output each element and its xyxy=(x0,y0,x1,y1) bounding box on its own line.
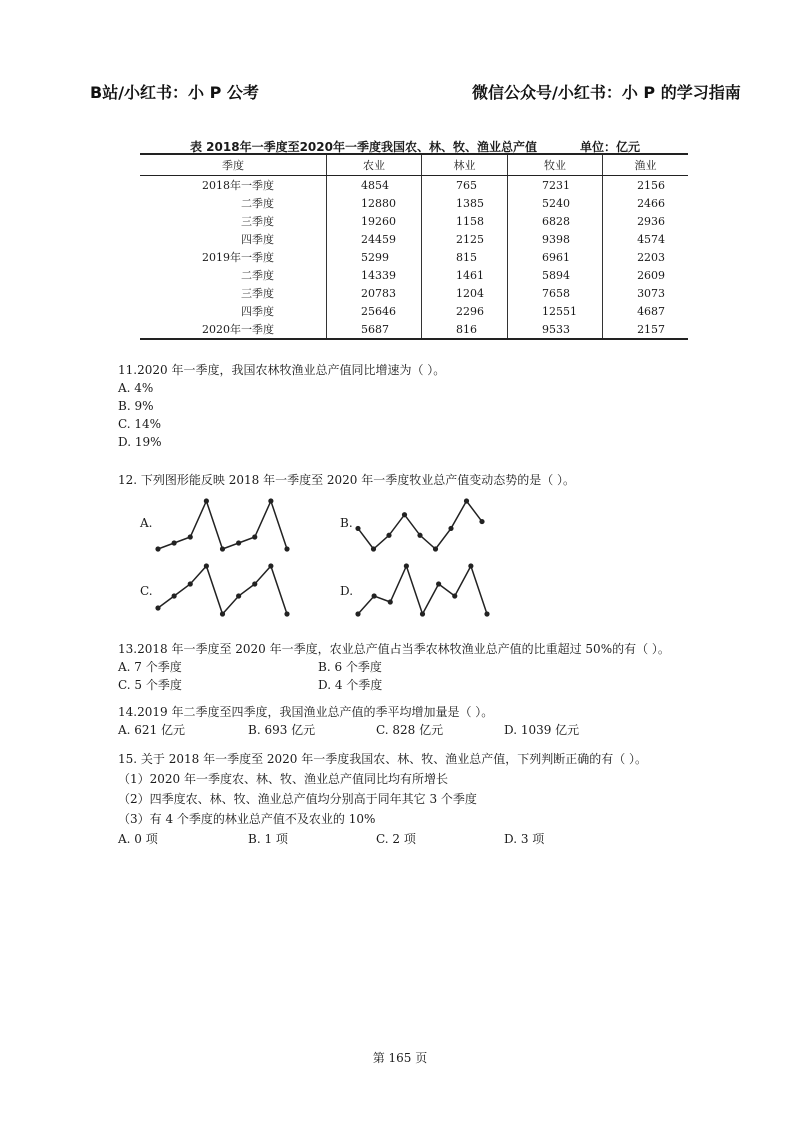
cell-quarter: 二季度 xyxy=(241,197,274,210)
data-point xyxy=(372,593,377,598)
cell-value: 25646 xyxy=(327,302,422,320)
series-line xyxy=(358,501,482,549)
series-line xyxy=(358,566,487,614)
table-header-row xyxy=(140,154,688,176)
series-line xyxy=(158,501,287,549)
cell-value: 2203 xyxy=(603,248,688,266)
table-unit: 单位：亿元 xyxy=(580,140,641,154)
cell-value: 2296 xyxy=(422,302,508,320)
cell-value: 20783 xyxy=(327,284,422,302)
graph-b-label[interactable]: B. xyxy=(340,516,353,530)
cell-value: 1461 xyxy=(422,266,508,284)
data-point xyxy=(204,563,209,568)
q13-option-b[interactable]: B. 6 个季度 xyxy=(318,660,382,674)
data-point xyxy=(172,540,177,545)
cell-value: 2936 xyxy=(603,212,688,230)
col-header-forestry: 林业 xyxy=(422,154,508,176)
cell-value: 5894 xyxy=(508,266,603,284)
cell-value: 9398 xyxy=(508,230,603,248)
cell-value: 5240 xyxy=(508,194,603,212)
data-point xyxy=(479,519,484,524)
graph-c[interactable] xyxy=(150,560,295,620)
cell-value: 4854 xyxy=(327,176,422,195)
table-row xyxy=(140,194,688,212)
cell-quarter: 2020年一季度 xyxy=(202,323,274,336)
cell-quarter: 2019年一季度 xyxy=(202,251,274,264)
question-15-title: 15. 关于 2018 年一季度至 2020 年一季度我国农、林、牧、渔业总产值，下列判断正确的有（ ）。 xyxy=(118,752,648,766)
data-point xyxy=(268,498,273,503)
q14-option-c[interactable]: C. 828 亿元 xyxy=(376,723,444,737)
cell-value: 19260 xyxy=(327,212,422,230)
cell-value: 815 xyxy=(422,248,508,266)
cell-value: 2157 xyxy=(603,320,688,339)
cell-quarter: 二季度 xyxy=(241,269,274,282)
series-line xyxy=(158,566,287,614)
data-point xyxy=(464,498,469,503)
question-11-title: 11.2020 年一季度，我国农林牧渔业总产值同比增速为（ ）。 xyxy=(118,363,446,377)
table-row xyxy=(140,284,688,302)
cell-value: 6828 xyxy=(508,212,603,230)
q14-option-a[interactable]: A. 621 亿元 xyxy=(118,723,186,737)
data-point xyxy=(468,563,473,568)
data-point xyxy=(433,546,438,551)
data-point xyxy=(252,581,257,586)
data-point xyxy=(268,563,273,568)
data-point xyxy=(236,540,241,545)
q15-statement-2: （2）四季度农、林、牧、渔业总产值均分别高于同年其它 3 个季度 xyxy=(118,792,477,806)
q11-option-d[interactable]: D. 19% xyxy=(118,435,162,449)
cell-value: 7231 xyxy=(508,176,603,195)
col-header-husbandry: 牧业 xyxy=(508,154,603,176)
q15-option-a[interactable]: A. 0 项 xyxy=(118,832,158,846)
table-row xyxy=(140,302,688,320)
cell-value: 2609 xyxy=(603,266,688,284)
table-row xyxy=(140,230,688,248)
graph-d-label[interactable]: D. xyxy=(340,584,354,598)
data-point xyxy=(284,611,289,616)
cell-value: 5299 xyxy=(327,248,422,266)
data-point xyxy=(204,498,209,503)
q11-option-a[interactable]: A. 4% xyxy=(118,381,154,395)
q14-option-d[interactable]: D. 1039 亿元 xyxy=(504,723,580,737)
table-row xyxy=(140,176,688,195)
cell-quarter: 三季度 xyxy=(241,215,274,228)
header-right-text: 微信公众号/小红书：小 P 的学习指南 xyxy=(472,83,741,102)
cell-value: 12551 xyxy=(508,302,603,320)
table-caption: 表 2018年一季度至2020年一季度我国农、林、牧、渔业总产值 xyxy=(190,140,537,154)
cell-value: 1385 xyxy=(422,194,508,212)
data-point xyxy=(417,533,422,538)
data-point xyxy=(220,546,225,551)
question-11 xyxy=(118,361,445,451)
cell-value: 9533 xyxy=(508,320,603,339)
cell-value: 6961 xyxy=(508,248,603,266)
col-header-quarter: 季度 xyxy=(140,154,327,176)
cell-value: 2125 xyxy=(422,230,508,248)
question-15 xyxy=(118,749,647,849)
cell-quarter: 四季度 xyxy=(241,305,274,318)
page-number: 第 165 页 xyxy=(372,1051,428,1065)
col-header-agriculture: 农业 xyxy=(327,154,422,176)
cell-value: 24459 xyxy=(327,230,422,248)
data-point xyxy=(355,611,360,616)
data-point xyxy=(220,611,225,616)
cell-value: 1158 xyxy=(422,212,508,230)
q13-option-a[interactable]: A. 7 个季度 xyxy=(118,660,182,674)
cell-value: 7658 xyxy=(508,284,603,302)
question-12-title: 12. 下列图形能反映 2018 年一季度至 2020 年一季度牧业总产值变动态势的是（ ）。 xyxy=(118,473,576,487)
graph-a[interactable] xyxy=(150,495,295,555)
question-14 xyxy=(118,703,579,739)
cell-value: 765 xyxy=(422,176,508,195)
data-point xyxy=(484,611,489,616)
data-point xyxy=(284,546,289,551)
q15-option-d[interactable]: D. 3 项 xyxy=(504,832,545,846)
table-row xyxy=(140,248,688,266)
cell-value: 2156 xyxy=(603,176,688,195)
output-value-table xyxy=(140,153,688,340)
data-point xyxy=(420,611,425,616)
question-14-title: 14.2019 年二季度至四季度，我国渔业总产值的季平均增加量是（ ）。 xyxy=(118,705,494,719)
table-row xyxy=(140,266,688,284)
data-point xyxy=(155,546,160,551)
graph-d[interactable] xyxy=(350,560,495,620)
cell-value: 2466 xyxy=(603,194,688,212)
q11-option-b[interactable]: B. 9% xyxy=(118,399,154,413)
graph-b[interactable] xyxy=(350,495,490,555)
cell-quarter: 四季度 xyxy=(241,233,274,246)
data-point xyxy=(236,593,241,598)
data-point xyxy=(388,599,393,604)
data-point xyxy=(404,563,409,568)
question-12 xyxy=(118,471,575,489)
question-13 xyxy=(118,640,670,694)
data-point xyxy=(355,526,360,531)
cell-value: 14339 xyxy=(327,266,422,284)
cell-quarter: 三季度 xyxy=(241,287,274,300)
data-point xyxy=(371,546,376,551)
graph-a-label[interactable]: A. xyxy=(140,516,153,530)
col-header-fishery: 渔业 xyxy=(603,154,688,176)
cell-value: 5687 xyxy=(327,320,422,339)
table-row xyxy=(140,212,688,230)
data-point xyxy=(155,605,160,610)
cell-quarter: 2018年一季度 xyxy=(202,179,274,192)
data-point xyxy=(252,534,257,539)
data-point xyxy=(436,581,441,586)
cell-value: 3073 xyxy=(603,284,688,302)
cell-value: 12880 xyxy=(327,194,422,212)
q15-option-c[interactable]: C. 2 项 xyxy=(376,832,416,846)
cell-value: 4687 xyxy=(603,302,688,320)
graph-c-label[interactable]: C. xyxy=(140,584,153,598)
header-left-text: B站/小红书：小 P 公考 xyxy=(90,83,259,102)
q13-option-c[interactable]: C. 5 个季度 xyxy=(118,678,182,692)
data-point xyxy=(188,581,193,586)
data-point xyxy=(402,512,407,517)
q11-option-c[interactable]: C. 14% xyxy=(118,417,162,431)
cell-value: 1204 xyxy=(422,284,508,302)
q14-option-b[interactable]: B. 693 亿元 xyxy=(248,723,316,737)
data-point xyxy=(188,534,193,539)
table-row xyxy=(140,320,688,339)
data-point xyxy=(386,533,391,538)
data-point xyxy=(452,593,457,598)
question-13-title: 13.2018 年一季度至 2020 年一季度，农业总产值占当季农林牧渔业总产值的比重超过 50%的有（ ）。 xyxy=(118,642,670,656)
data-point xyxy=(172,593,177,598)
data-point xyxy=(448,526,453,531)
cell-value: 816 xyxy=(422,320,508,339)
q15-statement-1: （1）2020 年一季度农、林、牧、渔业总产值同比均有所增长 xyxy=(118,772,448,786)
q15-option-b[interactable]: B. 1 项 xyxy=(248,832,288,846)
q13-option-d[interactable]: D. 4 个季度 xyxy=(318,678,383,692)
q15-statement-3: （3）有 4 个季度的林业总产值不及农业的 10% xyxy=(118,812,376,826)
cell-value: 4574 xyxy=(603,230,688,248)
